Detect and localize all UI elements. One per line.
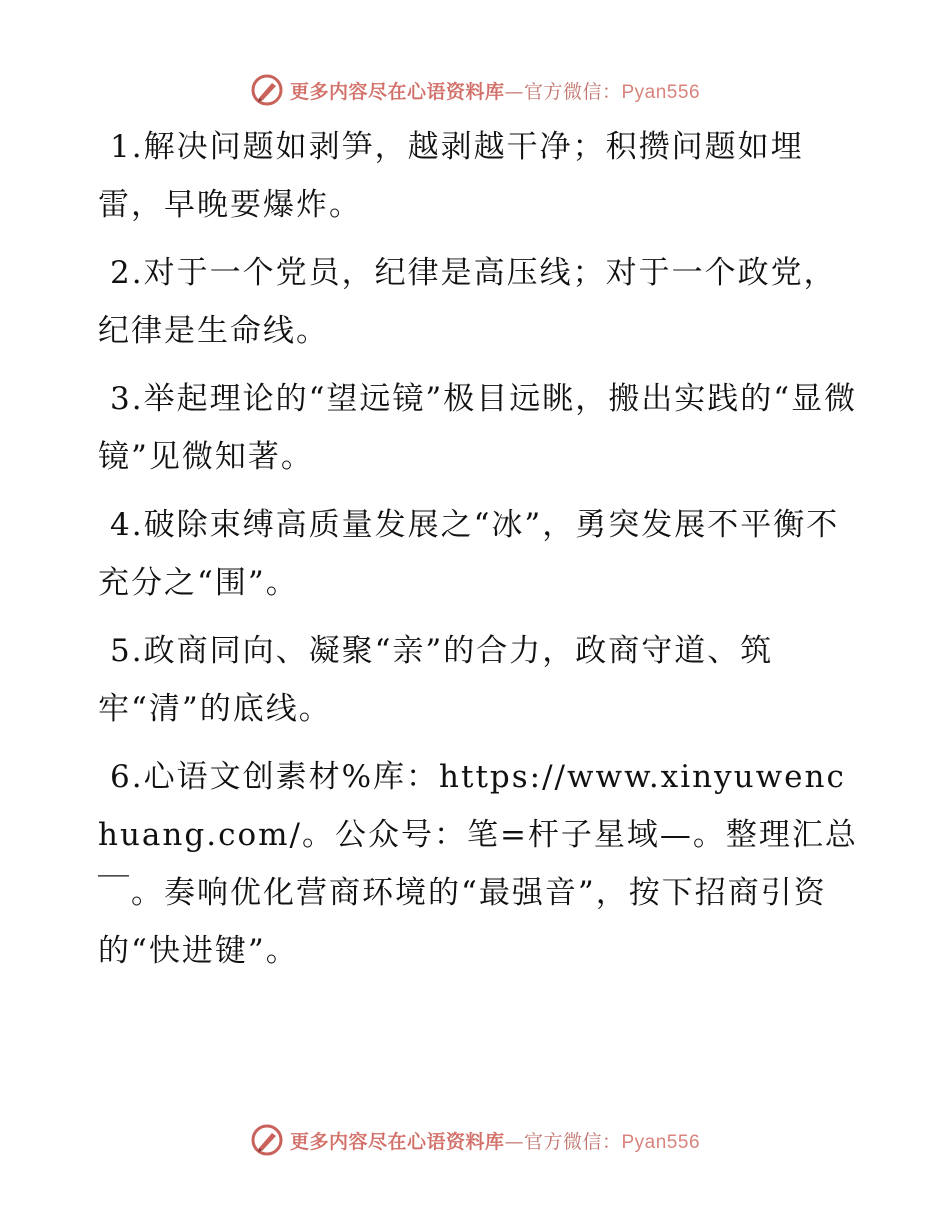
watermark-handle: Pyan556 <box>621 81 701 103</box>
paragraph-2: 2.对于一个党员，纪律是高压线；对于一个政党，纪律是生命线。 <box>98 255 837 349</box>
paragraph-3: 3.举起理论的“望远镜”极目远眺，搬出实践的“显微镜”见微知著。 <box>98 381 858 475</box>
document-body <box>98 118 858 990</box>
watermark-wechat-label: 官方微信： <box>523 1130 622 1153</box>
watermark-text <box>290 1127 700 1154</box>
footer-watermark-banner <box>0 1120 950 1160</box>
paragraph-4: 4.破除束缚高质量发展之“冰”，勇突发展不平衡不充分之“围”。 <box>98 507 840 601</box>
watermark-separator: — <box>504 80 524 103</box>
watermark-handle: Pyan556 <box>621 1131 701 1153</box>
pen-logo-icon <box>250 73 284 107</box>
watermark-separator: — <box>504 1130 524 1153</box>
watermark-main: 更多内容尽在心语资料库 <box>289 80 505 103</box>
watermark-text <box>290 77 700 104</box>
header-watermark-banner <box>0 70 950 110</box>
paragraph-5: 5.政商同向、凝聚“亲”的合力，政商守道、筑牢“清”的底线。 <box>98 633 774 727</box>
watermark-wechat-label: 官方微信： <box>523 80 622 103</box>
paragraph-1: 1.解决问题如剥笋，越剥越干净；积攒问题如埋雷，早晚要爆炸。 <box>98 129 804 223</box>
watermark-main: 更多内容尽在心语资料库 <box>289 1130 505 1153</box>
paragraph-6: 6.心语文创素材%库：https://www.xinyuwenchuang.com/。公众号：笔=杆子星域—。整理汇总￣。奏响优化营商环境的“最强音”，按下招商引资的“快进键”。 <box>98 759 858 969</box>
pen-logo-icon <box>250 1123 284 1157</box>
